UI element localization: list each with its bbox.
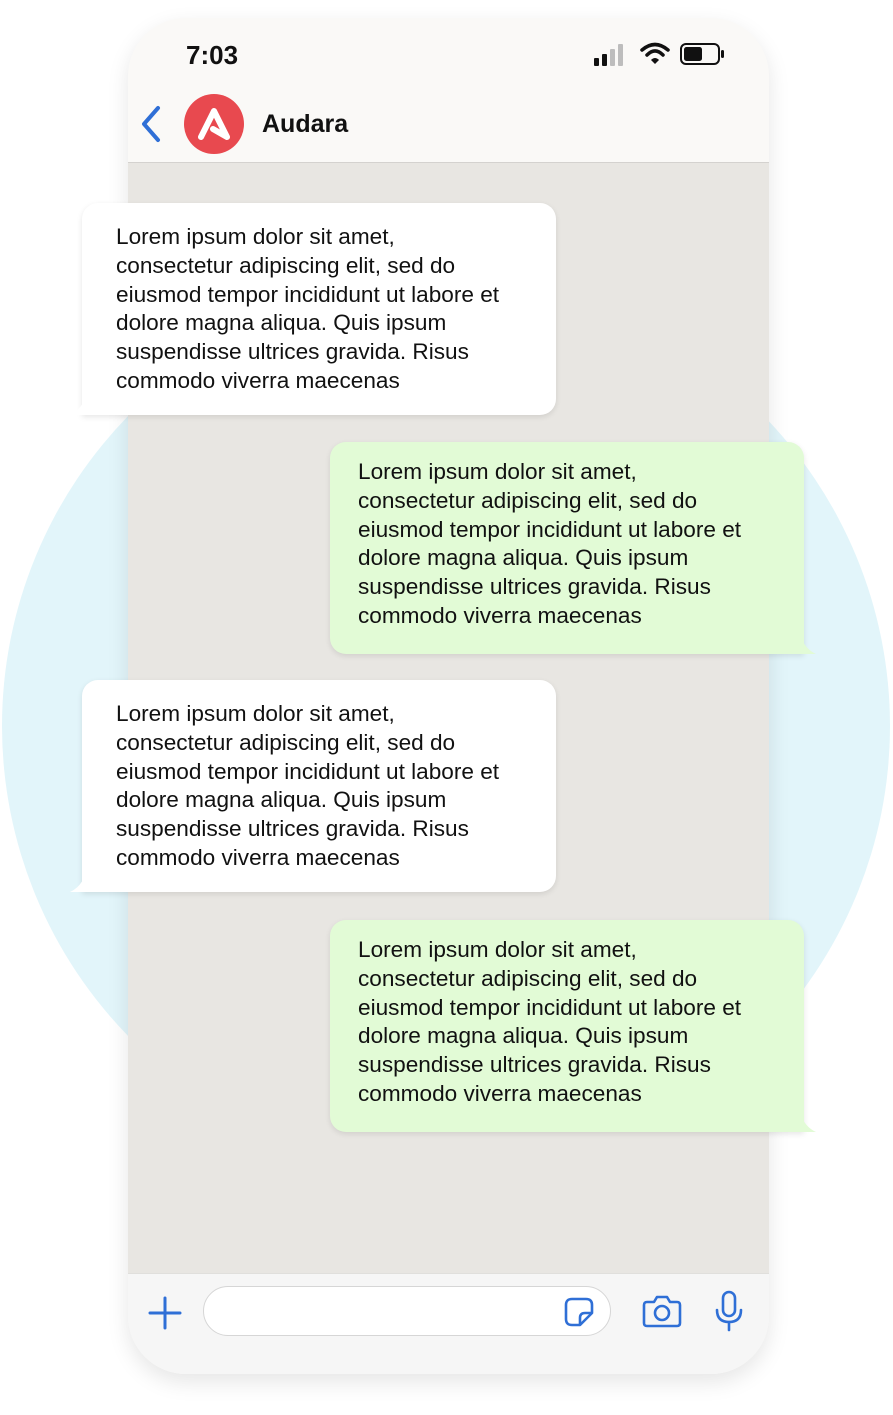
bubble-tail: [70, 878, 84, 892]
message-text: Lorem ipsum dolor sit amet, consectetur adipiscing elit, sed do eiusmod tempor incididunt ut labore et dolore magna aliqua. Quis ipsum suspendisse ultrices gravida. Risus commodo viverra maecenas: [358, 459, 742, 628]
microphone-icon[interactable]: [714, 1290, 744, 1332]
incoming-message[interactable]: [82, 203, 556, 415]
battery-icon: [680, 43, 726, 65]
status-bar: [128, 18, 769, 94]
bubble-tail: [802, 1118, 816, 1132]
outgoing-message[interactable]: [330, 920, 804, 1132]
camera-icon[interactable]: [642, 1294, 682, 1328]
contact-name[interactable]: Audara: [262, 110, 349, 138]
bubble-tail: [70, 401, 84, 415]
message-input[interactable]: [203, 1286, 611, 1336]
audara-logo-icon: [184, 94, 244, 154]
chevron-left-icon[interactable]: [138, 104, 164, 144]
message-text: Lorem ipsum dolor sit amet, consectetur adipiscing elit, sed do eiusmod tempor incididunt ut labore et dolore magna aliqua. Quis ipsum suspendisse ultrices gravida. Risus commodo viverra maecenas: [358, 937, 742, 1106]
incoming-message[interactable]: [82, 680, 556, 892]
message-text: Lorem ipsum dolor sit amet, consectetur adipiscing elit, sed do eiusmod tempor incididunt ut labore et dolore magna aliqua. Quis ipsum suspendisse ultrices gravida. Risus commodo viverra maecenas: [116, 701, 500, 870]
wifi-icon: [640, 42, 670, 66]
status-time: 7:03: [186, 40, 239, 70]
cellular-signal-icon: [594, 44, 628, 66]
avatar[interactable]: [184, 94, 244, 154]
plus-icon[interactable]: [146, 1294, 184, 1332]
message-text: Lorem ipsum dolor sit amet, consectetur adipiscing elit, sed do eiusmod tempor incididunt ut labore et dolore magna aliqua. Quis ipsum suspendisse ultrices gravida. Risus commodo viverra maecenas: [116, 224, 500, 393]
chat-header: [128, 94, 769, 163]
outgoing-message[interactable]: [330, 442, 804, 654]
composer-bar: [128, 1273, 769, 1374]
bubble-tail: [802, 640, 816, 654]
sticker-icon[interactable]: [564, 1297, 594, 1327]
